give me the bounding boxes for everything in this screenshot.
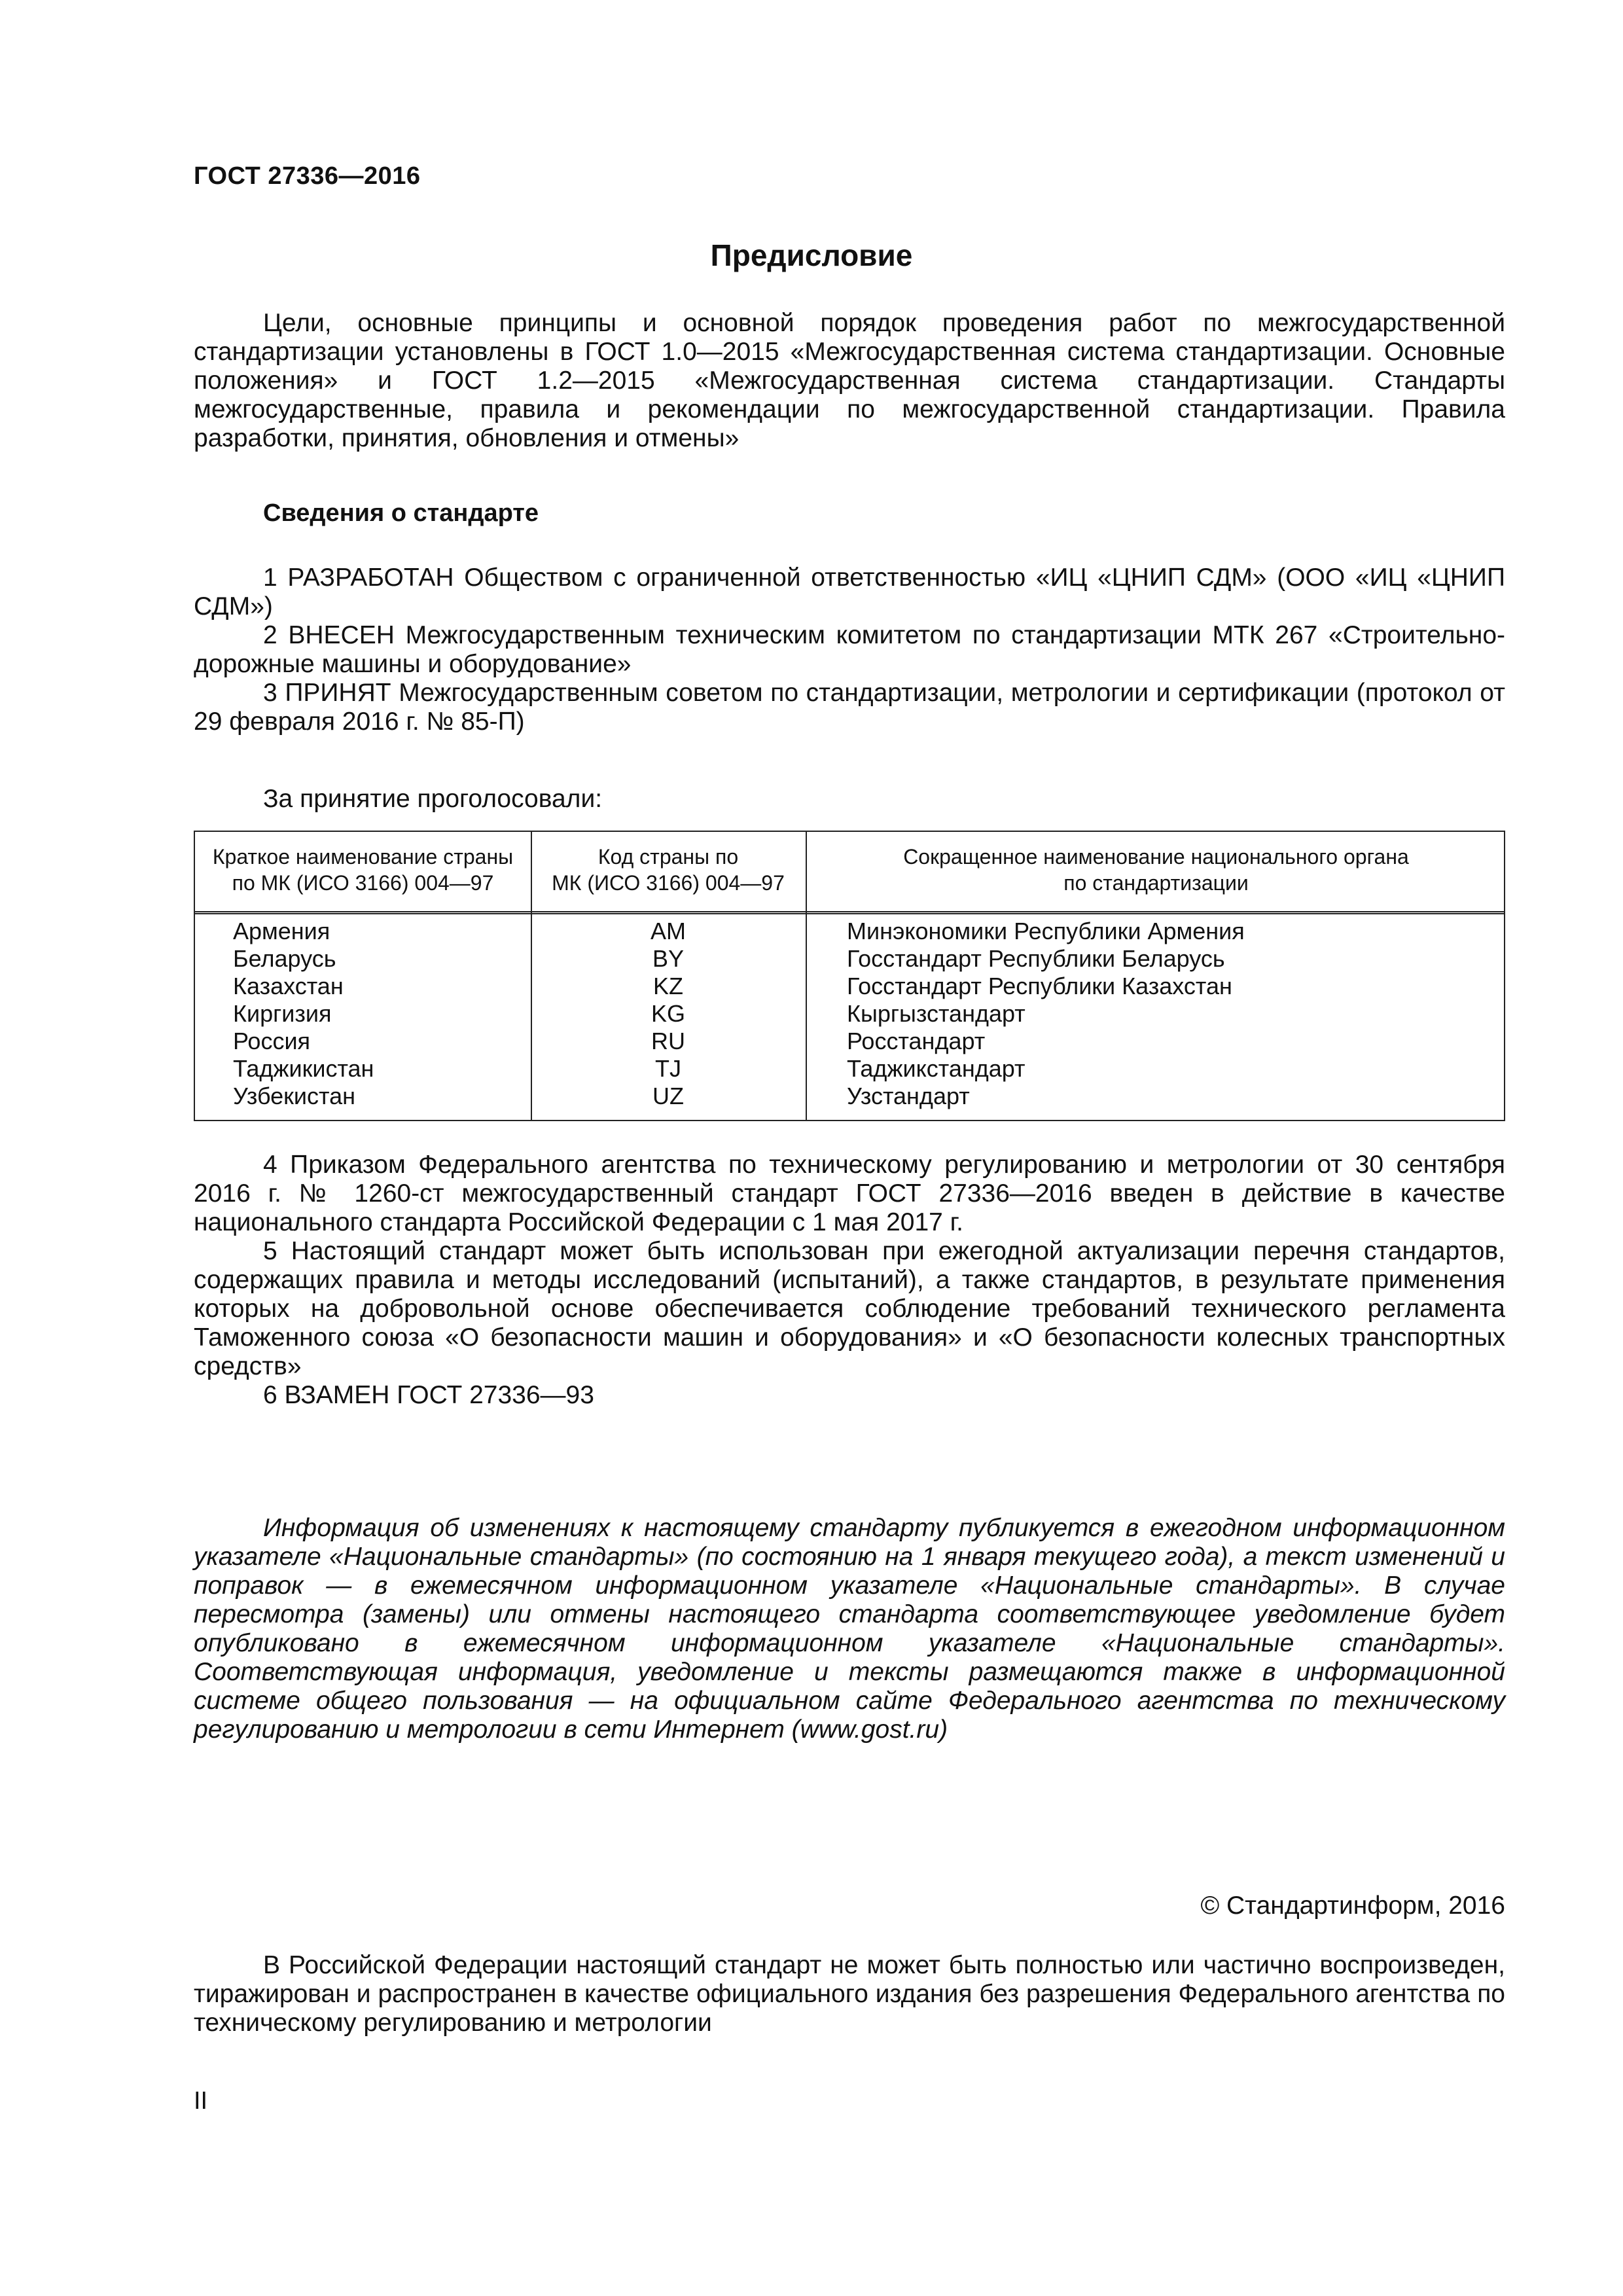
table-cell-country: Казахстан <box>233 973 344 999</box>
table-cell-body: Госстандарт Республики Казахстан <box>847 973 1232 999</box>
table-cell-code: TJ <box>655 1055 681 1082</box>
header-country <box>195 844 531 896</box>
header-body-line1: Сокращенное наименование национального органа <box>903 845 1409 869</box>
item-6-replaces: 6 ВЗАМЕН ГОСТ 27336—93 <box>263 1381 594 1409</box>
table-cell-country: Таджикистан <box>233 1055 374 1082</box>
info-heading: Сведения о стандарте <box>263 499 539 527</box>
item-4-enacted: 4 Приказом Федерального агентства по техническому регулированию и метрологии от 30 сентября 2016 г. № 1260-ст межгосударственный стандарт ГОСТ 27336—2016 введен в действие в качестве национального стандарта Российской Федерации с 1 мая 2017 г. <box>194 1151 1505 1236</box>
table-cell-body: Узстандарт <box>847 1083 970 1109</box>
header-code <box>531 844 806 896</box>
intro-paragraph: Цели, основные принципы и основной порядок проведения работ по межгосударственной стандартизации установлены в ГОСТ 1.0—2015 «Межгосударственная система стандартизации. Основные положения» и ГОСТ 1.2—2015 «Межгосударственная система стандартизации. Стандарты межгосударственные, правила и рекомендации по межгосударственной стандартизации. Правила разработки, принятия, обновления и отмены» <box>194 309 1505 452</box>
table-cell-code: UZ <box>652 1083 684 1109</box>
table-cell-code: RU <box>651 1028 685 1054</box>
table-cell-country: Россия <box>233 1028 311 1054</box>
body-column <box>847 918 1495 1110</box>
table-cell-body: Кыргызстандарт <box>847 1000 1026 1027</box>
item-5-usage: 5 Настоящий стандарт может быть использован при ежегодной актуализации перечня стандартов, содержащих правила и методы исследований (испытаний), а также стандартов, в результате применения которых на добровольной основе обеспечивается соблюдение требований технического регламента Таможенного союза «О безопасности машин и оборудования» и «О безопасности колесных транспортных средств» <box>194 1237 1505 1380</box>
item-2-submitted: 2 ВНЕСЕН Межгосударственным техническим комитетом по стандартизации МТК 267 «Строительно-дорожные машины и оборудование» <box>194 621 1505 678</box>
voted-label: За принятие проголосовали: <box>263 785 603 813</box>
table-cell-country: Киргизия <box>233 1000 332 1027</box>
table-cell-country: Узбекистан <box>233 1083 356 1109</box>
table-header-divider <box>195 913 1504 914</box>
changes-info: Информация об изменениях к настоящему стандарту публикуется в ежегодном информационном указателе «Национальные стандарты» (по состоянию на 1 января текущего года), а текст изменений и поправок — в ежемесячном информационном указателе «Национальные стандарты». В случае пересмотра (замены) или отмены настоящего стандарта соответствующее уведомление будет опубликовано в ежемесячном информационном указателе «Национальные стандарты». Соответствующая информация, уведомление и тексты размещаются также в информационной системе общего пользования — на официальном сайте Федерального агентства по техническому регулированию и метрологии в сети Интернет (www.gost.ru) <box>194 1514 1505 1744</box>
table-cell-body: Минэкономики Республики Армения <box>847 918 1245 944</box>
item-1-developed: 1 РАЗРАБОТАН Обществом с ограниченной ответственностью «ИЦ «ЦНИП СДМ» (ООО «ИЦ «ЦНИП СДМ») <box>194 564 1505 620</box>
header-code-line1: Код страны по <box>597 845 739 869</box>
header-code-line2: МК (ИСО 3166) 004—97 <box>552 871 785 895</box>
table-cell-code: BY <box>652 945 685 972</box>
copyright: © Стандартинформ, 2016 <box>1200 1892 1505 1920</box>
page-title: Предисловие <box>710 238 913 272</box>
standard-code: ГОСТ 27336—2016 <box>194 162 421 190</box>
reproduction-notice: В Российской Федерации настоящий стандарт не может быть полностью или частично воспроизведен, тиражирован и распространен в качестве официального издания без разрешения Федерального агентства по техническому регулированию и метрологии <box>194 1951 1505 2037</box>
table-cell-code: KG <box>651 1000 685 1027</box>
header-body <box>806 844 1507 896</box>
table-cell-body: Госстандарт Республики Беларусь <box>847 945 1225 972</box>
header-country-line1: Краткое наименование страны <box>212 845 514 869</box>
table-cell-code: KZ <box>652 973 683 999</box>
table-cell-body: Росстандарт <box>847 1028 986 1054</box>
header-body-line2: по стандартизации <box>1063 871 1249 895</box>
country-column <box>233 918 521 1110</box>
table-cell-code: AM <box>651 918 686 944</box>
voting-table <box>194 831 1505 1121</box>
table-header-divider <box>195 911 1504 912</box>
item-3-adopted: 3 ПРИНЯТ Межгосударственным советом по стандартизации, метрологии и сертификации (протокол от 29 февраля 2016 г. № 85-П) <box>194 679 1505 736</box>
code-column <box>531 918 806 1110</box>
page-number: II <box>194 2087 208 2115</box>
table-cell-country: Беларусь <box>233 945 336 972</box>
table-cell-country: Армения <box>233 918 330 944</box>
header-country-line2: по МК (ИСО 3166) 004—97 <box>232 871 494 895</box>
table-cell-body: Таджикстандарт <box>847 1055 1026 1082</box>
